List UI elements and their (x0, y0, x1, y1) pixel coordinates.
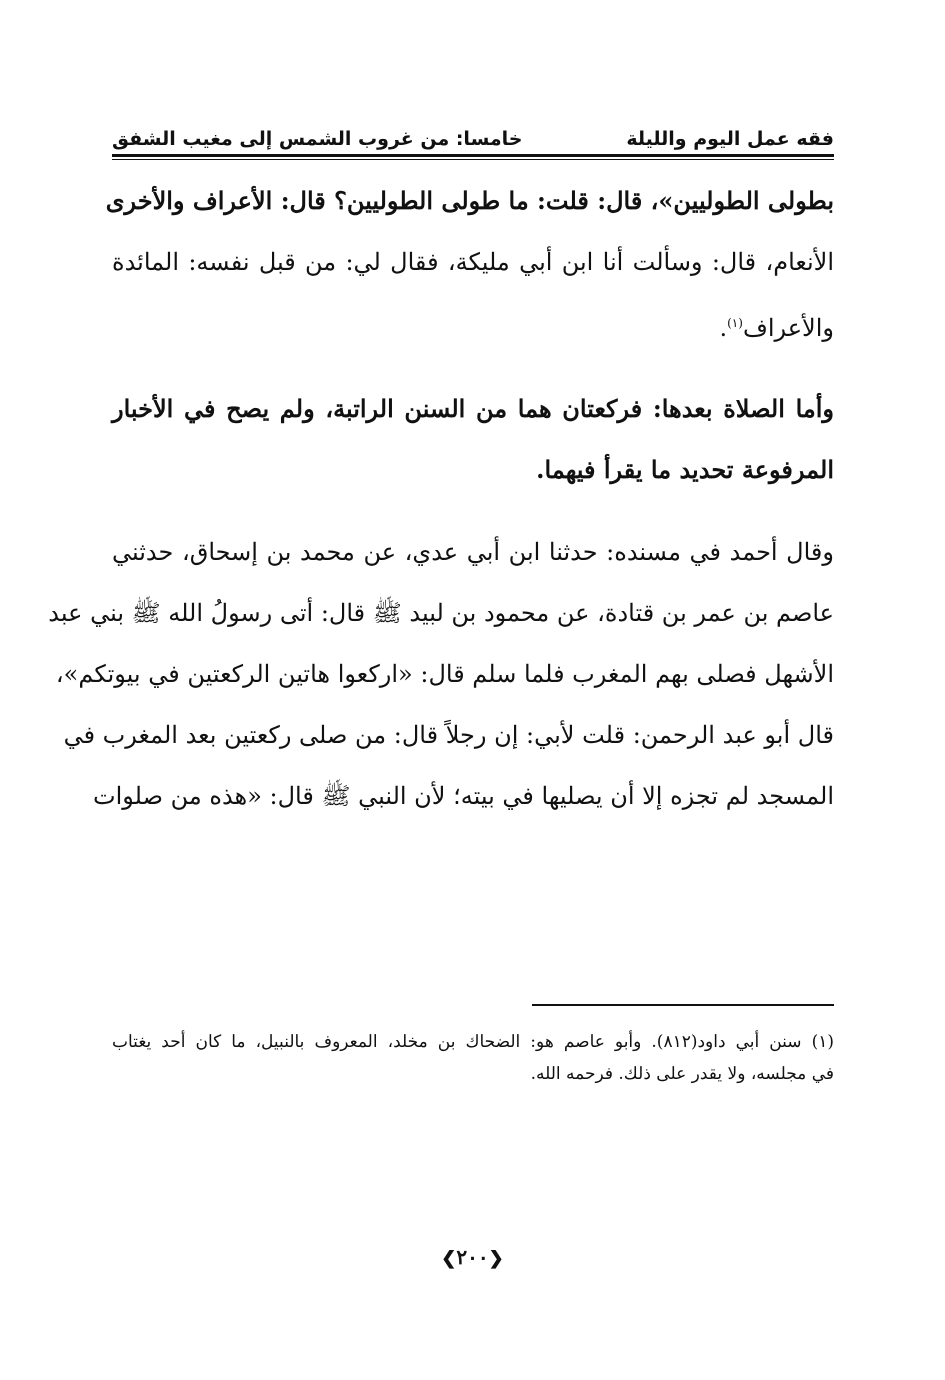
paragraph-line: عاصم بن عمر بن قتادة، عن محمود بن لبيد ﷺ قال: أتى رسولُ الله ﷺ بني عبد (48, 599, 834, 627)
header-rule-thick (112, 154, 834, 157)
paragraph-line: وقال أحمد في مسنده: حدثنا ابن أبي عدي، عن محمد بن إسحاق، حدثني (112, 538, 834, 566)
chapter-title: خامسا: من غروب الشمس إلى مغيب الشفق (112, 128, 523, 150)
page-number (0, 1245, 945, 1269)
paragraph-line: الأنعام، قال: وسألت أنا ابن أبي مليكة، فقال لي: من قبل نفسه: المائدة (112, 248, 834, 276)
paragraph-line: المسجد لم تجزه إلا أن يصليها في بيته؛ لأن النبي ﷺ قال: «هذه من صلوات (93, 782, 834, 810)
footnote-marker[interactable]: (١) (727, 316, 743, 330)
paragraph-line: المرفوعة تحديد ما يقرأ فيهما. (536, 455, 834, 484)
paragraph-line (105, 170, 834, 232)
book-title: فقه عمل اليوم والليلة (626, 128, 834, 150)
paragraph-1 (105, 170, 834, 359)
ornament-icon: ❯ (441, 1248, 457, 1269)
footnote-line: في مجلسه، ولا يقدر على ذلك. فرحمه الله. (530, 1064, 834, 1084)
bold-phrase: بطولى الطوليين»، قال: قلت: ما طولى الطوليين؟ قال: الأعراف والأخرى (105, 186, 834, 215)
running-header (112, 124, 834, 150)
text-span: . (719, 314, 728, 342)
paragraph-3 (48, 522, 834, 827)
footnote-line: (١) سنن أبي داود(٨١٢). وأبو عاصم هو: الضحاك بن مخلد، المعروف بالنبيل، ما كان أحد يغتاب (112, 1032, 834, 1052)
header-rule-thin (112, 159, 834, 160)
page-number-value: ٢٠٠ (456, 1245, 489, 1269)
paragraph-line (112, 293, 834, 359)
footnote (112, 1026, 834, 1090)
footnote-separator (532, 1004, 834, 1006)
text-span: والأعراف (742, 314, 834, 342)
ornament-icon: ❮ (488, 1248, 504, 1269)
paragraph-line: الأشهل فصلى بهم المغرب فلما سلم قال: «اركعوا هاتين الركعتين في بيوتكم»، (55, 660, 834, 688)
paragraph-line: وأما الصلاة بعدها: فركعتان هما من السنن الراتبة، ولم يصح في الأخبار (112, 394, 834, 423)
paragraph-line: قال أبو عبد الرحمن: قلت لأبي: إن رجلاً قال: من صلى ركعتين بعد المغرب في (63, 721, 834, 749)
paragraph-2 (112, 378, 834, 500)
